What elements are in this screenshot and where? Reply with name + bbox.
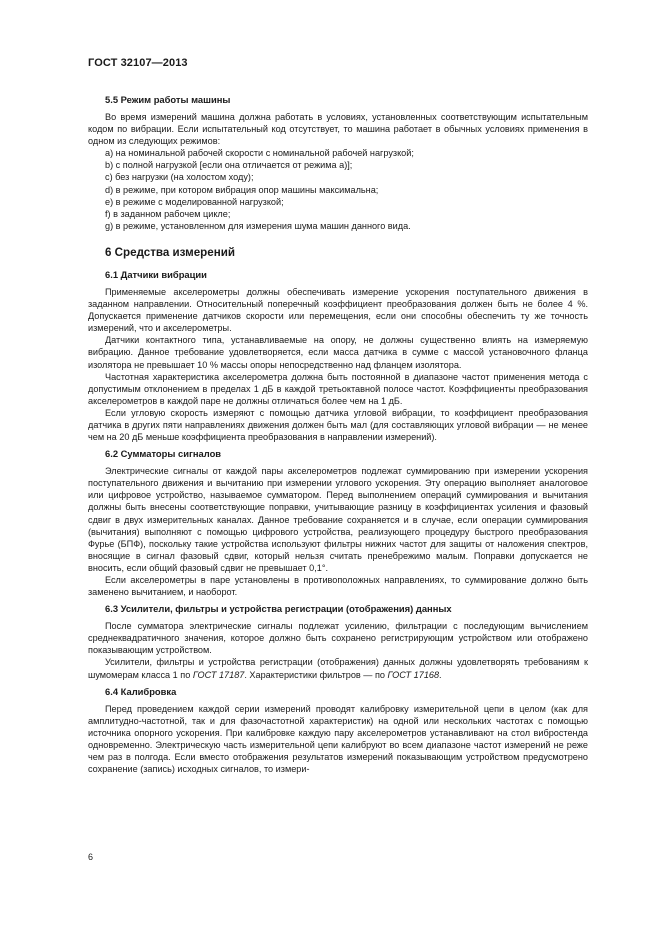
- list-item: b) с полной нагрузкой [если она отличается от режима а)];: [105, 160, 353, 171]
- section-6-4-heading: 6.4 Калибровка: [105, 685, 177, 697]
- list-item: e) в режиме с моделированной нагрузкой;: [105, 196, 284, 207]
- standard-reference: ГОСТ 17187: [192, 669, 245, 680]
- list-item: c) без нагрузки (на холостом ходу);: [105, 172, 254, 183]
- text-span: .: [439, 669, 442, 680]
- section-6-3-heading: 6.3 Усилители, фильтры и устройства регистрации (отображения) данных: [105, 603, 452, 615]
- paragraph: Электрические сигналы от каждой пары акселерометров подлежат суммированию при измерении ускорения поступательного движения и вычитанию при измерении углового ускорения. Эту операцию выполняет аналоговое или цифровое устройство, называемое сумматором. Перед выполнением операций суммирования и вычитания должны быть внесены соответствующие поправки, учитывающие разницу в коэффициентах усиления и фазовый сдвиг в двух измерительных каналах. Данное требование сохраняется и в случае, если операции суммирования (вычитания) выполняют с помощью цифрового устройства, реализующего процедуру быстрого преобразования Фурье (БПФ), поскольку такие устройства используют фильтры нижних частот для защиты от наложения спектров, вносящие в сигнал фазовый сдвиг, который нельзя считать пренебрежимо малым. Поправки допускается не вносить, если общий фазовый сдвиг не превышает 0,1°.: [88, 466, 588, 573]
- list-item: g) в режиме, установленном для измерения шума машин данного вида.: [105, 220, 411, 231]
- paragraph: Применяемые акселерометры должны обеспечивать измерение ускорения поступательного движения в заданном направлении. Относительный поперечный коэффициент преобразования должен быть не более 4 %. Допускается применение датчиков скорости или перемещения, если они способны обеспечить ту же точность измерений, что и акселерометры.: [88, 286, 588, 334]
- section-6-1-heading: 6.1 Датчики вибрации: [105, 268, 207, 280]
- document-body: [88, 94, 588, 775]
- text-span: Усилители, фильтры и устройства регистрации (отображения) данных должны удовлетворять требованиям к шумомерам класса 1 по: [88, 657, 588, 680]
- page-number: 6: [88, 852, 94, 862]
- mode-list: [88, 147, 588, 232]
- standard-reference: ГОСТ 17168: [387, 669, 440, 680]
- paragraph: Перед проведением каждой серии измерений проводят калибровку измерительной цепи в целом (как для амплитудно-частотной, так и для фазочастотной характеристик) на одной или нескольких частотах с помощью источника опорного ускорения. При калибровке каждую пару акселерометров устанавливают на стол вибростенда одновременно. Электрическую часть измерительной цепи калибруют во всем диапазоне частот измерений не реже чем раз в полгода. Если вместо отображения результатов измерений показывающим устройством предусмотрено сохранение (запись) исходных сигналов, то измери-: [88, 703, 588, 775]
- paragraph: Датчики контактного типа, устанавливаемые на опору, не должны существенно влиять на измеряемую вибрацию. Данное требование удовлетворяется, если масса датчика в сумме с массой установочного фланца изолятора не превышает 10 % массы опоры непосредственно над фланцем изолятора.: [88, 335, 588, 370]
- paragraph: После сумматора электрические сигналы подлежат усилению, фильтрации с последующим вычислением среднеквадратичного значения, которое должно быть сохранено регистрирующим устройством или отображено показывающим устройством.: [88, 621, 588, 656]
- paragraph: [88, 656, 588, 680]
- section-6-2-heading: 6.2 Сумматоры сигналов: [105, 448, 222, 460]
- list-item: f) в заданном рабочем цикле;: [105, 208, 231, 219]
- list-item: а) на номинальной рабочей скорости с номинальной рабочей нагрузкой;: [105, 148, 414, 159]
- text-span: . Характеристики фильтров — по: [244, 669, 388, 680]
- section-5-5-intro: Во время измерений машина должна работать в условиях, установленных соответствующим испытательным кодом по вибрации. Если испытательный код отсутствует, то машина работает в обычных условиях применения в одном из следующих режимов:: [88, 112, 588, 147]
- section-6-heading: 6 Средства измерений: [105, 245, 235, 259]
- paragraph: Если акселерометры в паре установлены в противоположных направлениях, то суммирование должно быть заменено вычитанием, и наоборот.: [88, 575, 588, 598]
- list-item: d) в режиме, при котором вибрация опор машины максимальна;: [105, 184, 379, 195]
- section-5-5-heading: 5.5 Режим работы машины: [105, 94, 231, 105]
- page-header: ГОСТ 32107—2013: [88, 57, 188, 69]
- paragraph: Частотная характеристика акселерометра должна быть постоянной в диапазоне частот применения метода с допустимым отклонением в пределах 1 дБ в каждой третьоктавной полосе частот. Коэффициенты преобразования акселерометров в каждой паре не должны отличаться более чем на 1 дБ.: [88, 371, 588, 406]
- paragraph: Если угловую скорость измеряют с помощью датчика угловой вибрации, то коэффициент преобразования датчика в других пяти направлениях движения должен быть мал (для составляющих угловой вибрации — не менее чем на 20 дБ меньше коэффициента преобразования в направлении измерений).: [88, 407, 588, 443]
